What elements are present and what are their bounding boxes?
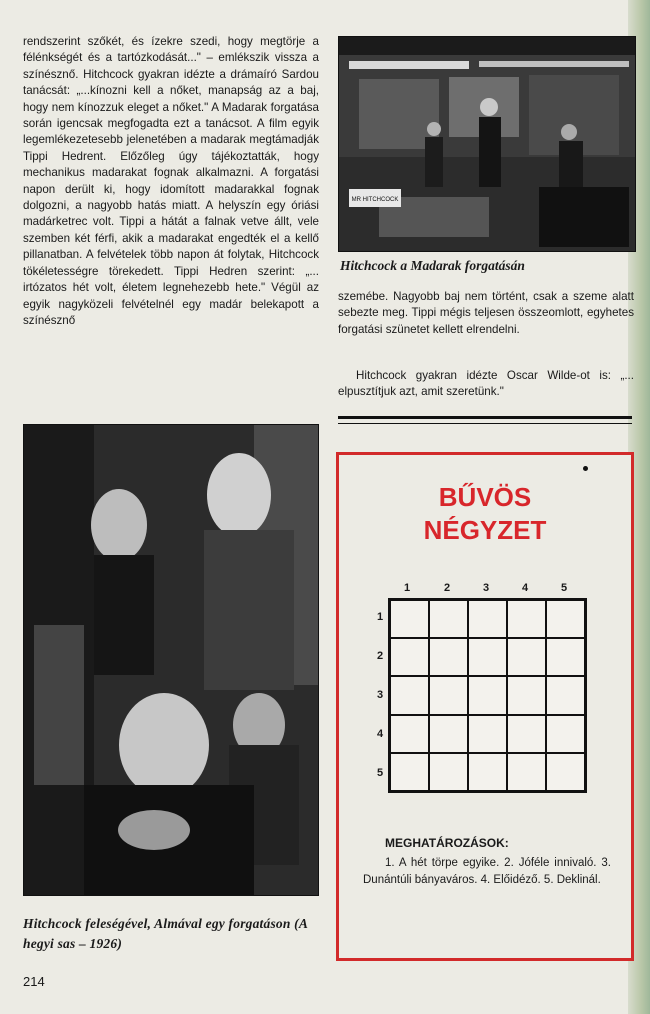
grid-cell[interactable] xyxy=(468,600,507,638)
grid-cell[interactable] xyxy=(429,753,468,791)
grid-cell[interactable] xyxy=(546,638,585,676)
grid-cell[interactable] xyxy=(390,638,429,676)
row-number: 5 xyxy=(376,767,384,779)
grid-cell[interactable] xyxy=(546,753,585,791)
grid-cell[interactable] xyxy=(507,600,546,638)
definitions-heading: MEGHATÁROZÁSOK: xyxy=(385,836,509,850)
column-number: 3 xyxy=(482,582,490,594)
caption-hitchcock-alma: Hitchcock feleségével, Almával egy forgatáson (A hegyi sas – 1926) xyxy=(23,916,308,951)
column-number: 5 xyxy=(560,582,568,594)
grid-cell[interactable] xyxy=(507,715,546,753)
grid-cell[interactable] xyxy=(468,676,507,714)
article-text-right-2: Hitchcock gyakran idézte Oscar Wilde-ot is: „... elpusztítjuk azt, amit szeretünk." xyxy=(338,369,634,399)
photo-hitchcock-alma xyxy=(23,424,319,896)
page-number: 214 xyxy=(23,974,45,989)
grid-cell[interactable] xyxy=(390,715,429,753)
grid-cell[interactable] xyxy=(507,638,546,676)
row-number: 1 xyxy=(376,611,384,623)
photo-hitchcock-alma-image xyxy=(24,425,318,895)
magic-square-puzzle xyxy=(336,452,634,961)
grid-cell[interactable] xyxy=(468,715,507,753)
grid-cell[interactable] xyxy=(429,638,468,676)
photo-sign-text: MR HITCHCOCK xyxy=(351,197,399,203)
divider-thin xyxy=(338,423,632,424)
grid-cell[interactable] xyxy=(546,676,585,714)
photo-birds-filming xyxy=(338,36,636,252)
caption-birds-filming: Hitchcock a Madarak forgatásán xyxy=(340,258,525,273)
grid-cell[interactable] xyxy=(468,753,507,791)
puzzle-title: BŰVÖS NÉGYZET xyxy=(423,482,547,545)
column-number: 1 xyxy=(403,582,411,594)
photo-birds-filming-image xyxy=(339,37,635,251)
grid-cell[interactable] xyxy=(429,600,468,638)
article-text-left: rendszerint szőkét, és ízekre szedi, hogy megtörje a félénkségét és a tartózkodását..." – emlékszik vissza a színésznő. Hitchcock gyakran idézte a drámaíró Sardou tanácsát: „...kínozni kell a nőket, manapság az a baj, hogy nem kínozzuk eleget a nőket." A Madarak forgatása során igencsak megfogadta ezt a tanácsot. A film egyik legemlékezetesebb jelenetében a madarak megtámadják Tippi Hedrent. Előzőleg úgy tájékoztatták, hogy mechanikus madarakat fognak alkalmazni. A forgatási napon derült ki, hogy idomított madarakkal fognak dolgozni, a nagyobb hatás miatt. A helyszín egy óriási madárketrec volt. Tippi a hátát a falnak vetve állt, vele szemben két férfi, akik a madarakat engedték el a kellő pillanatban. A felvételek több napon át folytak, Hitchcock tökéletességre törekedett. Tippi Hedren szerint: „... irtózatos hét volt, életem legnehezebb hete." Végül az egyik nagyközeli felvételnél egy madár belekapott a színésznő xyxy=(23,35,319,327)
grid-cell[interactable] xyxy=(507,676,546,714)
grid-cell[interactable] xyxy=(390,676,429,714)
row-number: 3 xyxy=(376,689,384,701)
grid-cell[interactable] xyxy=(468,638,507,676)
column-number: 2 xyxy=(443,582,451,594)
grid-cell[interactable] xyxy=(390,600,429,638)
divider-thick xyxy=(338,416,632,419)
column-number: 4 xyxy=(521,582,529,594)
grid-cell[interactable] xyxy=(429,715,468,753)
grid-cell[interactable] xyxy=(507,753,546,791)
row-number: 4 xyxy=(376,728,384,740)
article-text-right-1: szemébe. Nagyobb baj nem történt, csak a szeme alatt sebezte meg. Tippi mégis teljesen összeomlott, egyhetes forgatási szünetet kellett elrendelni. xyxy=(338,290,634,336)
grid-cell[interactable] xyxy=(390,753,429,791)
dot-mark xyxy=(583,466,588,471)
grid-cell[interactable] xyxy=(546,600,585,638)
grid-cell[interactable] xyxy=(546,715,585,753)
definitions-text: 1. A hét törpe egyike. 2. Jóféle innivaló. 3. Dunántúli bányaváros. 4. Előidéző. 5. Deklinál. xyxy=(363,857,611,886)
grid-cell[interactable] xyxy=(429,676,468,714)
row-number: 2 xyxy=(376,650,384,662)
puzzle-grid xyxy=(388,598,587,793)
